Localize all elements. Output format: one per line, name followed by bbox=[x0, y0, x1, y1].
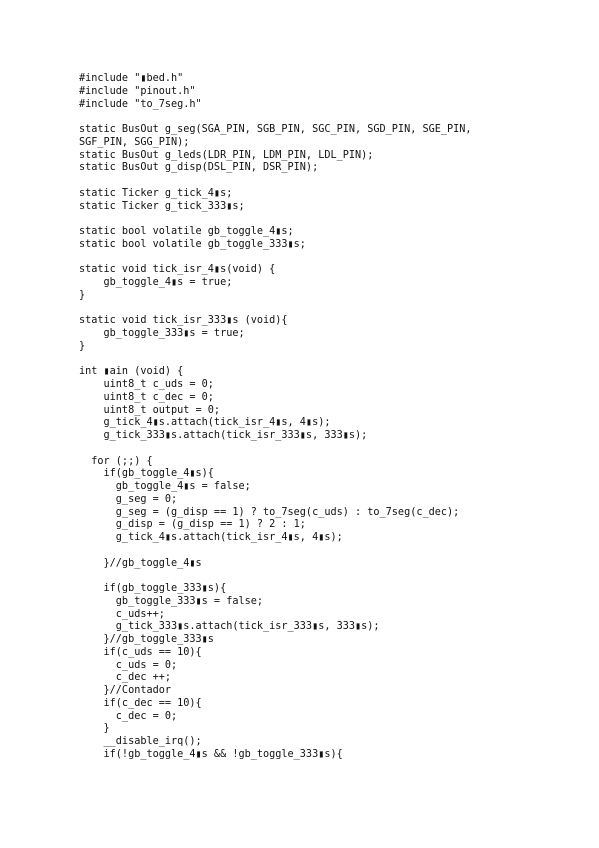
code-line: static bool volatile gb_toggle_4▮s; bbox=[79, 226, 294, 237]
code-line: static BusOut g_leds(LDR_PIN, LDM_PIN, LDL_PIN); bbox=[79, 149, 374, 161]
code-line: SGF_PIN, SGG_PIN); bbox=[79, 136, 190, 148]
code-line: g_tick_4▮s.attach(tick_isr_4▮s, 4▮s); bbox=[79, 532, 343, 543]
code-line: c_uds = 0; bbox=[79, 659, 178, 671]
code-line: }//Contador bbox=[79, 685, 172, 696]
code-line: #include "to_7seg.h" bbox=[79, 98, 202, 110]
code-line: g_tick_333▮s.attach(tick_isr_333▮s, 333▮s); bbox=[79, 621, 380, 633]
code-line: } bbox=[79, 289, 86, 301]
code-line: } bbox=[79, 340, 86, 352]
code-line: gb_toggle_333▮s = false; bbox=[79, 595, 264, 607]
code-line: }//gb_toggle_4▮s bbox=[79, 557, 202, 569]
code-line bbox=[79, 443, 589, 456]
code-line: if(c_uds == 10){ bbox=[79, 646, 202, 658]
code-line: static Ticker g_tick_333▮s; bbox=[79, 200, 245, 212]
code-line: uint8_t c_uds = 0; bbox=[79, 379, 214, 390]
code-line: static BusOut g_disp(DSL_PIN, DSR_PIN); bbox=[79, 162, 319, 174]
code-line bbox=[79, 354, 589, 367]
code-line bbox=[79, 570, 589, 583]
code-line: #include "pinout.h" bbox=[79, 85, 196, 97]
code-line: int ▮ain (void) { bbox=[79, 366, 184, 378]
code-line bbox=[79, 111, 589, 124]
code-line: g_tick_333▮s.attach(tick_isr_333▮s, 333▮s); bbox=[79, 430, 368, 441]
code-line bbox=[79, 175, 589, 188]
code-line: static void tick_isr_333▮s (void){ bbox=[79, 315, 288, 327]
code-line: __disable_irq(); bbox=[79, 736, 202, 747]
code-line: static void tick_isr_4▮s(void) { bbox=[79, 264, 276, 276]
code-line: }//gb_toggle_333▮s bbox=[79, 634, 214, 645]
code-line: g_disp = (g_disp == 1) ? 2 : 1; bbox=[79, 519, 306, 531]
code-line: gb_toggle_4▮s = false; bbox=[79, 481, 251, 492]
code-line: c_dec ++; bbox=[79, 672, 172, 684]
code-line bbox=[79, 303, 589, 316]
code-line: static Ticker g_tick_4▮s; bbox=[79, 187, 233, 199]
code-line: static BusOut g_seg(SGA_PIN, SGB_PIN, SGC_PIN, SGD_PIN, SGE_PIN, bbox=[79, 124, 472, 135]
code-line: } bbox=[79, 723, 110, 735]
code-line: if(c_dec == 10){ bbox=[79, 697, 202, 709]
code-line: static bool volatile gb_toggle_333▮s; bbox=[79, 238, 306, 250]
code-line: g_seg = (g_disp == 1) ? to_7seg(c_uds) : to_7seg(c_dec); bbox=[79, 506, 460, 518]
code-line: for (;;) { bbox=[79, 455, 153, 467]
code-line bbox=[79, 545, 589, 558]
code-line: gb_toggle_333▮s = true; bbox=[79, 328, 245, 339]
code-line bbox=[79, 213, 589, 226]
code-line: if(gb_toggle_333▮s){ bbox=[79, 583, 227, 594]
code-line: #include "▮bed.h" bbox=[79, 73, 184, 84]
code-line bbox=[79, 252, 589, 265]
code-line: uint8_t c_dec = 0; bbox=[79, 391, 214, 403]
code-line: c_uds++; bbox=[79, 608, 165, 620]
code-line: if(gb_toggle_4▮s){ bbox=[79, 468, 214, 480]
code-line: gb_toggle_4▮s = true; bbox=[79, 277, 233, 288]
code-line: g_seg = 0; bbox=[79, 493, 178, 505]
code-line: uint8_t output = 0; bbox=[79, 404, 221, 416]
code-line: if(!gb_toggle_4▮s && !gb_toggle_333▮s){ bbox=[79, 748, 343, 760]
code-line: g_tick_4▮s.attach(tick_isr_4▮s, 4▮s); bbox=[79, 417, 331, 429]
code-line: c_dec = 0; bbox=[79, 710, 178, 722]
code-listing bbox=[79, 73, 589, 762]
